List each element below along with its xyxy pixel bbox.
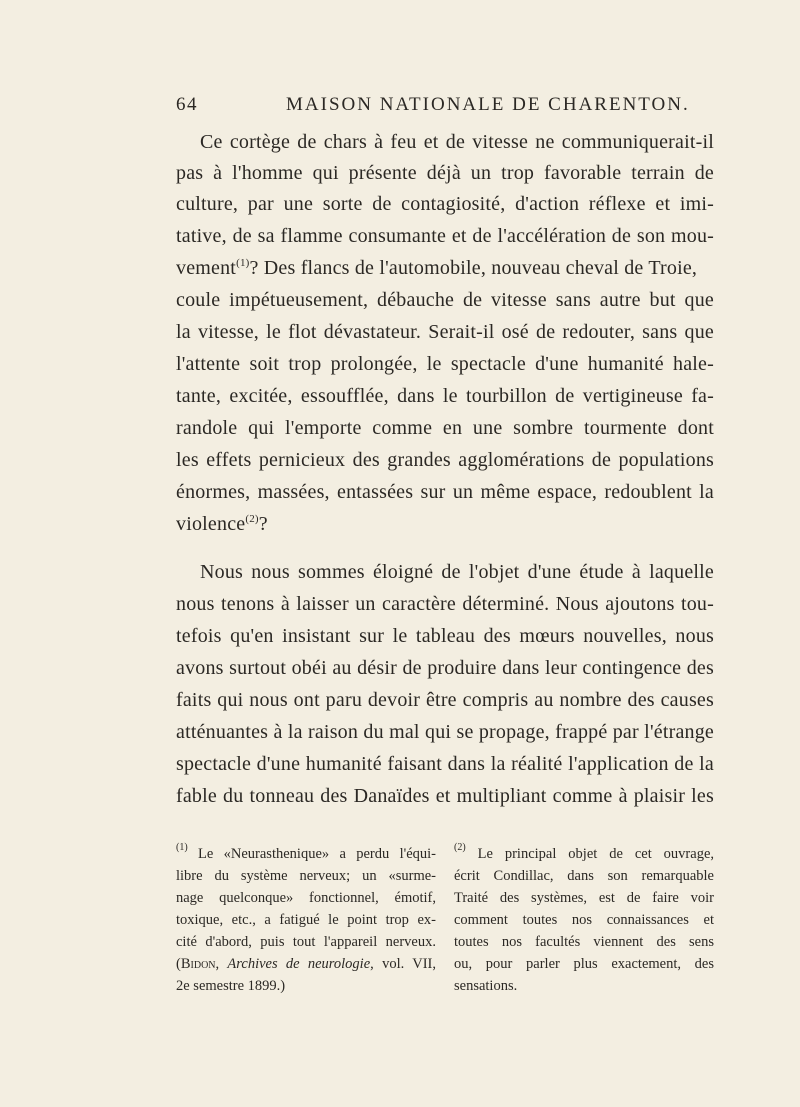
- body-line: tante, excitée, essoufflée, dans le tourbillon de vertigineuse fa-: [176, 385, 714, 407]
- body-line: nous tenons à laisser un caractère déterminé. Nous ajoutons tou-: [176, 593, 714, 615]
- footnote-line: nage quelconque» fonctionnel, émotif,: [176, 890, 436, 906]
- text-span: ?: [258, 513, 268, 535]
- text-span: Le principal objet de cet ouvrage,: [477, 846, 715, 862]
- footnote-line: cité d'abord, puis tout l'appareil nerveux.: [176, 934, 436, 950]
- page-number: 64: [176, 94, 198, 115]
- footnote-line: toxique, etc., a fatigué le point trop ex-: [176, 912, 436, 928]
- body-line: Ce cortège de chars à feu et de vitesse ne communiquerait-il: [200, 131, 714, 153]
- footnote-line: [176, 844, 436, 864]
- footnote-marker-2: (2): [454, 842, 466, 853]
- body-line: atténuantes à la raison du mal qui se propage, frappé par l'étrange: [176, 721, 714, 743]
- body-line: spectacle d'une humanité faisant dans la réalité l'application de la: [176, 753, 714, 775]
- body-line: [176, 256, 714, 280]
- text-span: violence: [176, 513, 246, 535]
- body-line: culture, par une sorte de contagiosité, d'action réflexe et imi-: [176, 193, 714, 215]
- body-line: fable du tonneau des Danaïdes et multipliant comme à plaisir les: [176, 785, 714, 807]
- body-line: tative, de sa flamme consumante et de l'accélération de son mou-: [176, 225, 714, 247]
- running-header: [176, 94, 714, 118]
- journal-title: Archives de neurologie: [227, 956, 371, 972]
- body-line: avons surtout obéi au désir de produire dans leur contingence des: [176, 657, 714, 679]
- body-line: les effets pernicieux des grandes agglomérations de populations: [176, 449, 714, 471]
- body-line: coule impétueusement, débauche de vitesse sans autre but que: [176, 289, 714, 311]
- footnote-ref-1: (1): [236, 257, 250, 269]
- footnote-line: (Bidon, Archives de neurologie, vol. VII,: [176, 956, 436, 972]
- text-span: , vol. VII,: [370, 956, 436, 972]
- footnote-line: écrit Condillac, dans son remarquable: [454, 868, 714, 884]
- footnote-line: ou, pour parler plus exactement, des: [454, 956, 714, 972]
- footnote-line: comment toutes nos connaissances et: [454, 912, 714, 928]
- footnote-line: 2e semestre 1899.): [176, 978, 286, 994]
- footnote-line: [454, 844, 714, 864]
- text-span: ? Des flancs de l'automobile, nouveau cheval de Troie,: [249, 257, 698, 279]
- running-title: MAISON NATIONALE DE CHARENTON.: [286, 94, 690, 115]
- author-name: Bidon: [180, 956, 216, 972]
- body-line: [176, 512, 714, 536]
- body-line: la vitesse, le flot dévastateur. Serait-il osé de redouter, sans que: [176, 321, 714, 343]
- body-line: randole qui l'emporte comme en une sombre tourmente dont: [176, 417, 714, 439]
- footnote-marker-1: (1): [176, 842, 188, 853]
- body-line: l'attente soit trop prolongée, le spectacle d'une humanité hale-: [176, 353, 714, 375]
- footnote-line: Traité des systèmes, est de faire voir: [454, 890, 714, 906]
- footnote-line: libre du système nerveux; un «surme-: [176, 868, 436, 884]
- footnote-line: toutes nos facultés viennent des sens: [454, 934, 714, 950]
- body-line: énormes, massées, entassées sur un même espace, redoublent la: [176, 481, 714, 503]
- body-line: pas à l'homme qui présente déjà un trop favorable terrain de: [176, 162, 714, 184]
- body-line: faits qui nous ont paru devoir être compris au nombre des causes: [176, 689, 714, 711]
- body-line: Nous nous sommes éloigné de l'objet d'une étude à laquelle: [200, 561, 714, 583]
- text-span: vement: [176, 257, 237, 279]
- footnote-ref-2: (2): [245, 513, 259, 525]
- text-span: Le «Neurasthenique» a perdu l'équi-: [198, 846, 437, 862]
- footnote-line: sensations.: [454, 978, 518, 994]
- body-line: tefois qu'en insistant sur le tableau des mœurs nouvelles, nous: [176, 625, 714, 647]
